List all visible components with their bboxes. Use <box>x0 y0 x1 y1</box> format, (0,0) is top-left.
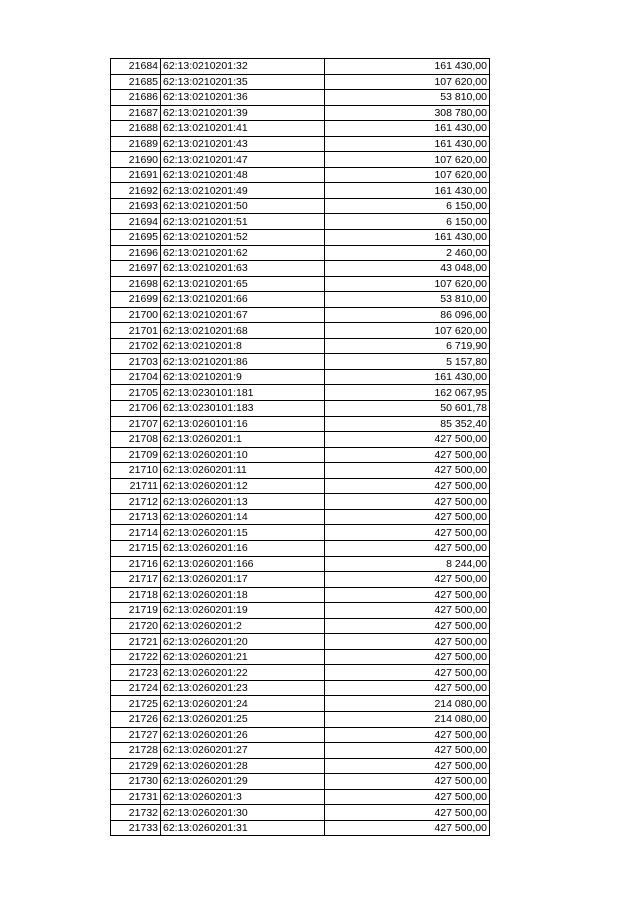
cadastral-number-cell: 62:13:0260201:166 <box>161 556 325 572</box>
table-row <box>111 183 490 199</box>
cadastral-number-cell: 62:13:0260201:31 <box>161 820 325 836</box>
value-cell: 427 500,00 <box>325 618 490 634</box>
table-row <box>111 74 490 90</box>
value-cell: 427 500,00 <box>325 727 490 743</box>
cadastral-number-cell: 62:13:0210201:63 <box>161 261 325 277</box>
cadastral-number-cell: 62:13:0210201:65 <box>161 276 325 292</box>
value-cell: 107 620,00 <box>325 152 490 168</box>
row-number-cell: 21700 <box>111 307 161 323</box>
value-cell: 53 810,00 <box>325 292 490 308</box>
row-number-cell: 21723 <box>111 665 161 681</box>
value-cell: 427 500,00 <box>325 572 490 588</box>
row-number-cell: 21720 <box>111 618 161 634</box>
row-number-cell: 21733 <box>111 820 161 836</box>
row-number-cell: 21696 <box>111 245 161 261</box>
table-row <box>111 152 490 168</box>
table-row <box>111 354 490 370</box>
table-row <box>111 478 490 494</box>
value-cell: 107 620,00 <box>325 74 490 90</box>
table-row <box>111 245 490 261</box>
table-row <box>111 649 490 665</box>
row-number-cell: 21714 <box>111 525 161 541</box>
row-number-cell: 21717 <box>111 572 161 588</box>
table-row <box>111 167 490 183</box>
cadastral-number-cell: 62:13:0210201:67 <box>161 307 325 323</box>
table-row <box>111 432 490 448</box>
cadastral-number-cell: 62:13:0260201:3 <box>161 789 325 805</box>
value-cell: 308 780,00 <box>325 105 490 121</box>
cadastral-number-cell: 62:13:0260201:12 <box>161 478 325 494</box>
value-cell: 50 601,78 <box>325 401 490 417</box>
table-row <box>111 105 490 121</box>
row-number-cell: 21684 <box>111 59 161 75</box>
value-cell: 53 810,00 <box>325 90 490 106</box>
table-row <box>111 820 490 836</box>
row-number-cell: 21706 <box>111 401 161 417</box>
row-number-cell: 21727 <box>111 727 161 743</box>
value-cell: 8 244,00 <box>325 556 490 572</box>
cadastral-number-cell: 62:13:0260201:1 <box>161 432 325 448</box>
table-row <box>111 540 490 556</box>
value-cell: 43 048,00 <box>325 261 490 277</box>
table-row <box>111 230 490 246</box>
row-number-cell: 21722 <box>111 649 161 665</box>
cadastral-number-cell: 62:13:0260201:15 <box>161 525 325 541</box>
table-row <box>111 603 490 619</box>
cadastral-number-cell: 62:13:0210201:66 <box>161 292 325 308</box>
row-number-cell: 21689 <box>111 136 161 152</box>
table-row <box>111 121 490 137</box>
row-number-cell: 21703 <box>111 354 161 370</box>
table-row <box>111 525 490 541</box>
cadastral-number-cell: 62:13:0260201:25 <box>161 711 325 727</box>
value-cell: 427 500,00 <box>325 789 490 805</box>
value-cell: 161 430,00 <box>325 183 490 199</box>
value-cell: 427 500,00 <box>325 774 490 790</box>
value-cell: 161 430,00 <box>325 230 490 246</box>
cadastral-number-cell: 62:13:0210201:47 <box>161 152 325 168</box>
cadastral-number-cell: 62:13:0210201:8 <box>161 338 325 354</box>
cadastral-number-cell: 62:13:0210201:86 <box>161 354 325 370</box>
value-cell: 107 620,00 <box>325 276 490 292</box>
cadastral-number-cell: 62:13:0210201:49 <box>161 183 325 199</box>
row-number-cell: 21704 <box>111 369 161 385</box>
value-cell: 427 500,00 <box>325 758 490 774</box>
value-cell: 161 430,00 <box>325 121 490 137</box>
row-number-cell: 21688 <box>111 121 161 137</box>
value-cell: 107 620,00 <box>325 323 490 339</box>
table-row <box>111 136 490 152</box>
value-cell: 427 500,00 <box>325 665 490 681</box>
value-cell: 427 500,00 <box>325 432 490 448</box>
value-cell: 85 352,40 <box>325 416 490 432</box>
row-number-cell: 21711 <box>111 478 161 494</box>
value-cell: 214 080,00 <box>325 696 490 712</box>
row-number-cell: 21731 <box>111 789 161 805</box>
row-number-cell: 21725 <box>111 696 161 712</box>
cadastral-number-cell: 62:13:0210201:9 <box>161 369 325 385</box>
row-number-cell: 21726 <box>111 711 161 727</box>
table-body <box>111 59 490 836</box>
table-row <box>111 447 490 463</box>
cadastral-number-cell: 62:13:0260201:26 <box>161 727 325 743</box>
value-cell: 427 500,00 <box>325 805 490 821</box>
value-cell: 5 157,80 <box>325 354 490 370</box>
row-number-cell: 21728 <box>111 743 161 759</box>
cadastral-number-cell: 62:13:0230101:181 <box>161 385 325 401</box>
value-cell: 161 430,00 <box>325 136 490 152</box>
value-cell: 427 500,00 <box>325 478 490 494</box>
value-cell: 427 500,00 <box>325 463 490 479</box>
row-number-cell: 21697 <box>111 261 161 277</box>
row-number-cell: 21693 <box>111 198 161 214</box>
value-cell: 214 080,00 <box>325 711 490 727</box>
cadastral-number-cell: 62:13:0210201:68 <box>161 323 325 339</box>
table-row <box>111 789 490 805</box>
row-number-cell: 21730 <box>111 774 161 790</box>
row-number-cell: 21719 <box>111 603 161 619</box>
cadastral-number-cell: 62:13:0260201:10 <box>161 447 325 463</box>
row-number-cell: 21702 <box>111 338 161 354</box>
value-cell: 427 500,00 <box>325 447 490 463</box>
cadastral-number-cell: 62:13:0260101:16 <box>161 416 325 432</box>
table-row <box>111 743 490 759</box>
table-row <box>111 338 490 354</box>
data-table <box>110 58 490 836</box>
cadastral-number-cell: 62:13:0260201:18 <box>161 587 325 603</box>
table-row <box>111 261 490 277</box>
cadastral-number-cell: 62:13:0260201:24 <box>161 696 325 712</box>
table-row <box>111 587 490 603</box>
cadastral-number-cell: 62:13:0230101:183 <box>161 401 325 417</box>
value-cell: 161 430,00 <box>325 59 490 75</box>
cadastral-number-cell: 62:13:0210201:43 <box>161 136 325 152</box>
value-cell: 427 500,00 <box>325 634 490 650</box>
value-cell: 427 500,00 <box>325 649 490 665</box>
table-row <box>111 292 490 308</box>
value-cell: 161 430,00 <box>325 369 490 385</box>
row-number-cell: 21692 <box>111 183 161 199</box>
value-cell: 6 719,90 <box>325 338 490 354</box>
row-number-cell: 21686 <box>111 90 161 106</box>
table-row <box>111 556 490 572</box>
row-number-cell: 21716 <box>111 556 161 572</box>
row-number-cell: 21699 <box>111 292 161 308</box>
table-row <box>111 90 490 106</box>
cadastral-number-cell: 62:13:0260201:27 <box>161 743 325 759</box>
table-row <box>111 276 490 292</box>
row-number-cell: 21718 <box>111 587 161 603</box>
value-cell: 427 500,00 <box>325 603 490 619</box>
table-row <box>111 198 490 214</box>
row-number-cell: 21715 <box>111 540 161 556</box>
value-cell: 6 150,00 <box>325 198 490 214</box>
table-row <box>111 758 490 774</box>
table-row <box>111 463 490 479</box>
cadastral-number-cell: 62:13:0210201:50 <box>161 198 325 214</box>
value-cell: 6 150,00 <box>325 214 490 230</box>
cadastral-number-cell: 62:13:0260201:21 <box>161 649 325 665</box>
row-number-cell: 21724 <box>111 680 161 696</box>
row-number-cell: 21710 <box>111 463 161 479</box>
cadastral-number-cell: 62:13:0260201:29 <box>161 774 325 790</box>
row-number-cell: 21691 <box>111 167 161 183</box>
row-number-cell: 21729 <box>111 758 161 774</box>
value-cell: 427 500,00 <box>325 525 490 541</box>
value-cell: 107 620,00 <box>325 167 490 183</box>
row-number-cell: 21694 <box>111 214 161 230</box>
cadastral-number-cell: 62:13:0260201:16 <box>161 540 325 556</box>
table-row <box>111 680 490 696</box>
cadastral-number-cell: 62:13:0260201:22 <box>161 665 325 681</box>
cadastral-number-cell: 62:13:0260201:20 <box>161 634 325 650</box>
row-number-cell: 21732 <box>111 805 161 821</box>
cadastral-number-cell: 62:13:0210201:62 <box>161 245 325 261</box>
row-number-cell: 21698 <box>111 276 161 292</box>
cadastral-number-cell: 62:13:0210201:39 <box>161 105 325 121</box>
row-number-cell: 21690 <box>111 152 161 168</box>
cadastral-number-cell: 62:13:0260201:11 <box>161 463 325 479</box>
cadastral-number-cell: 62:13:0260201:14 <box>161 509 325 525</box>
table-row <box>111 416 490 432</box>
cadastral-number-cell: 62:13:0260201:13 <box>161 494 325 510</box>
row-number-cell: 21685 <box>111 74 161 90</box>
cadastral-number-cell: 62:13:0260201:2 <box>161 618 325 634</box>
cadastral-number-cell: 62:13:0210201:36 <box>161 90 325 106</box>
cadastral-number-cell: 62:13:0210201:48 <box>161 167 325 183</box>
table-row <box>111 774 490 790</box>
table-row <box>111 323 490 339</box>
table-row <box>111 727 490 743</box>
row-number-cell: 21705 <box>111 385 161 401</box>
table-row <box>111 369 490 385</box>
row-number-cell: 21713 <box>111 509 161 525</box>
value-cell: 2 460,00 <box>325 245 490 261</box>
cadastral-number-cell: 62:13:0210201:41 <box>161 121 325 137</box>
table-row <box>111 59 490 75</box>
row-number-cell: 21721 <box>111 634 161 650</box>
row-number-cell: 21695 <box>111 230 161 246</box>
table-row <box>111 805 490 821</box>
table-row <box>111 711 490 727</box>
cadastral-number-cell: 62:13:0210201:32 <box>161 59 325 75</box>
row-number-cell: 21709 <box>111 447 161 463</box>
table-row <box>111 696 490 712</box>
value-cell: 427 500,00 <box>325 820 490 836</box>
table-row <box>111 385 490 401</box>
value-cell: 427 500,00 <box>325 587 490 603</box>
cadastral-number-cell: 62:13:0210201:52 <box>161 230 325 246</box>
table-row <box>111 634 490 650</box>
row-number-cell: 21701 <box>111 323 161 339</box>
table-row <box>111 665 490 681</box>
cadastral-number-cell: 62:13:0260201:19 <box>161 603 325 619</box>
table-row <box>111 214 490 230</box>
cadastral-number-cell: 62:13:0260201:23 <box>161 680 325 696</box>
value-cell: 427 500,00 <box>325 680 490 696</box>
cadastral-number-cell: 62:13:0260201:17 <box>161 572 325 588</box>
table-row <box>111 618 490 634</box>
cadastral-number-cell: 62:13:0210201:35 <box>161 74 325 90</box>
value-cell: 427 500,00 <box>325 743 490 759</box>
value-cell: 162 067,95 <box>325 385 490 401</box>
cadastral-number-cell: 62:13:0260201:30 <box>161 805 325 821</box>
value-cell: 427 500,00 <box>325 540 490 556</box>
value-cell: 86 096,00 <box>325 307 490 323</box>
row-number-cell: 21712 <box>111 494 161 510</box>
cadastral-number-cell: 62:13:0260201:28 <box>161 758 325 774</box>
table-row <box>111 494 490 510</box>
row-number-cell: 21708 <box>111 432 161 448</box>
table-row <box>111 307 490 323</box>
cadastral-number-cell: 62:13:0210201:51 <box>161 214 325 230</box>
row-number-cell: 21707 <box>111 416 161 432</box>
row-number-cell: 21687 <box>111 105 161 121</box>
value-cell: 427 500,00 <box>325 509 490 525</box>
table-row <box>111 509 490 525</box>
table-row <box>111 401 490 417</box>
table-row <box>111 572 490 588</box>
value-cell: 427 500,00 <box>325 494 490 510</box>
